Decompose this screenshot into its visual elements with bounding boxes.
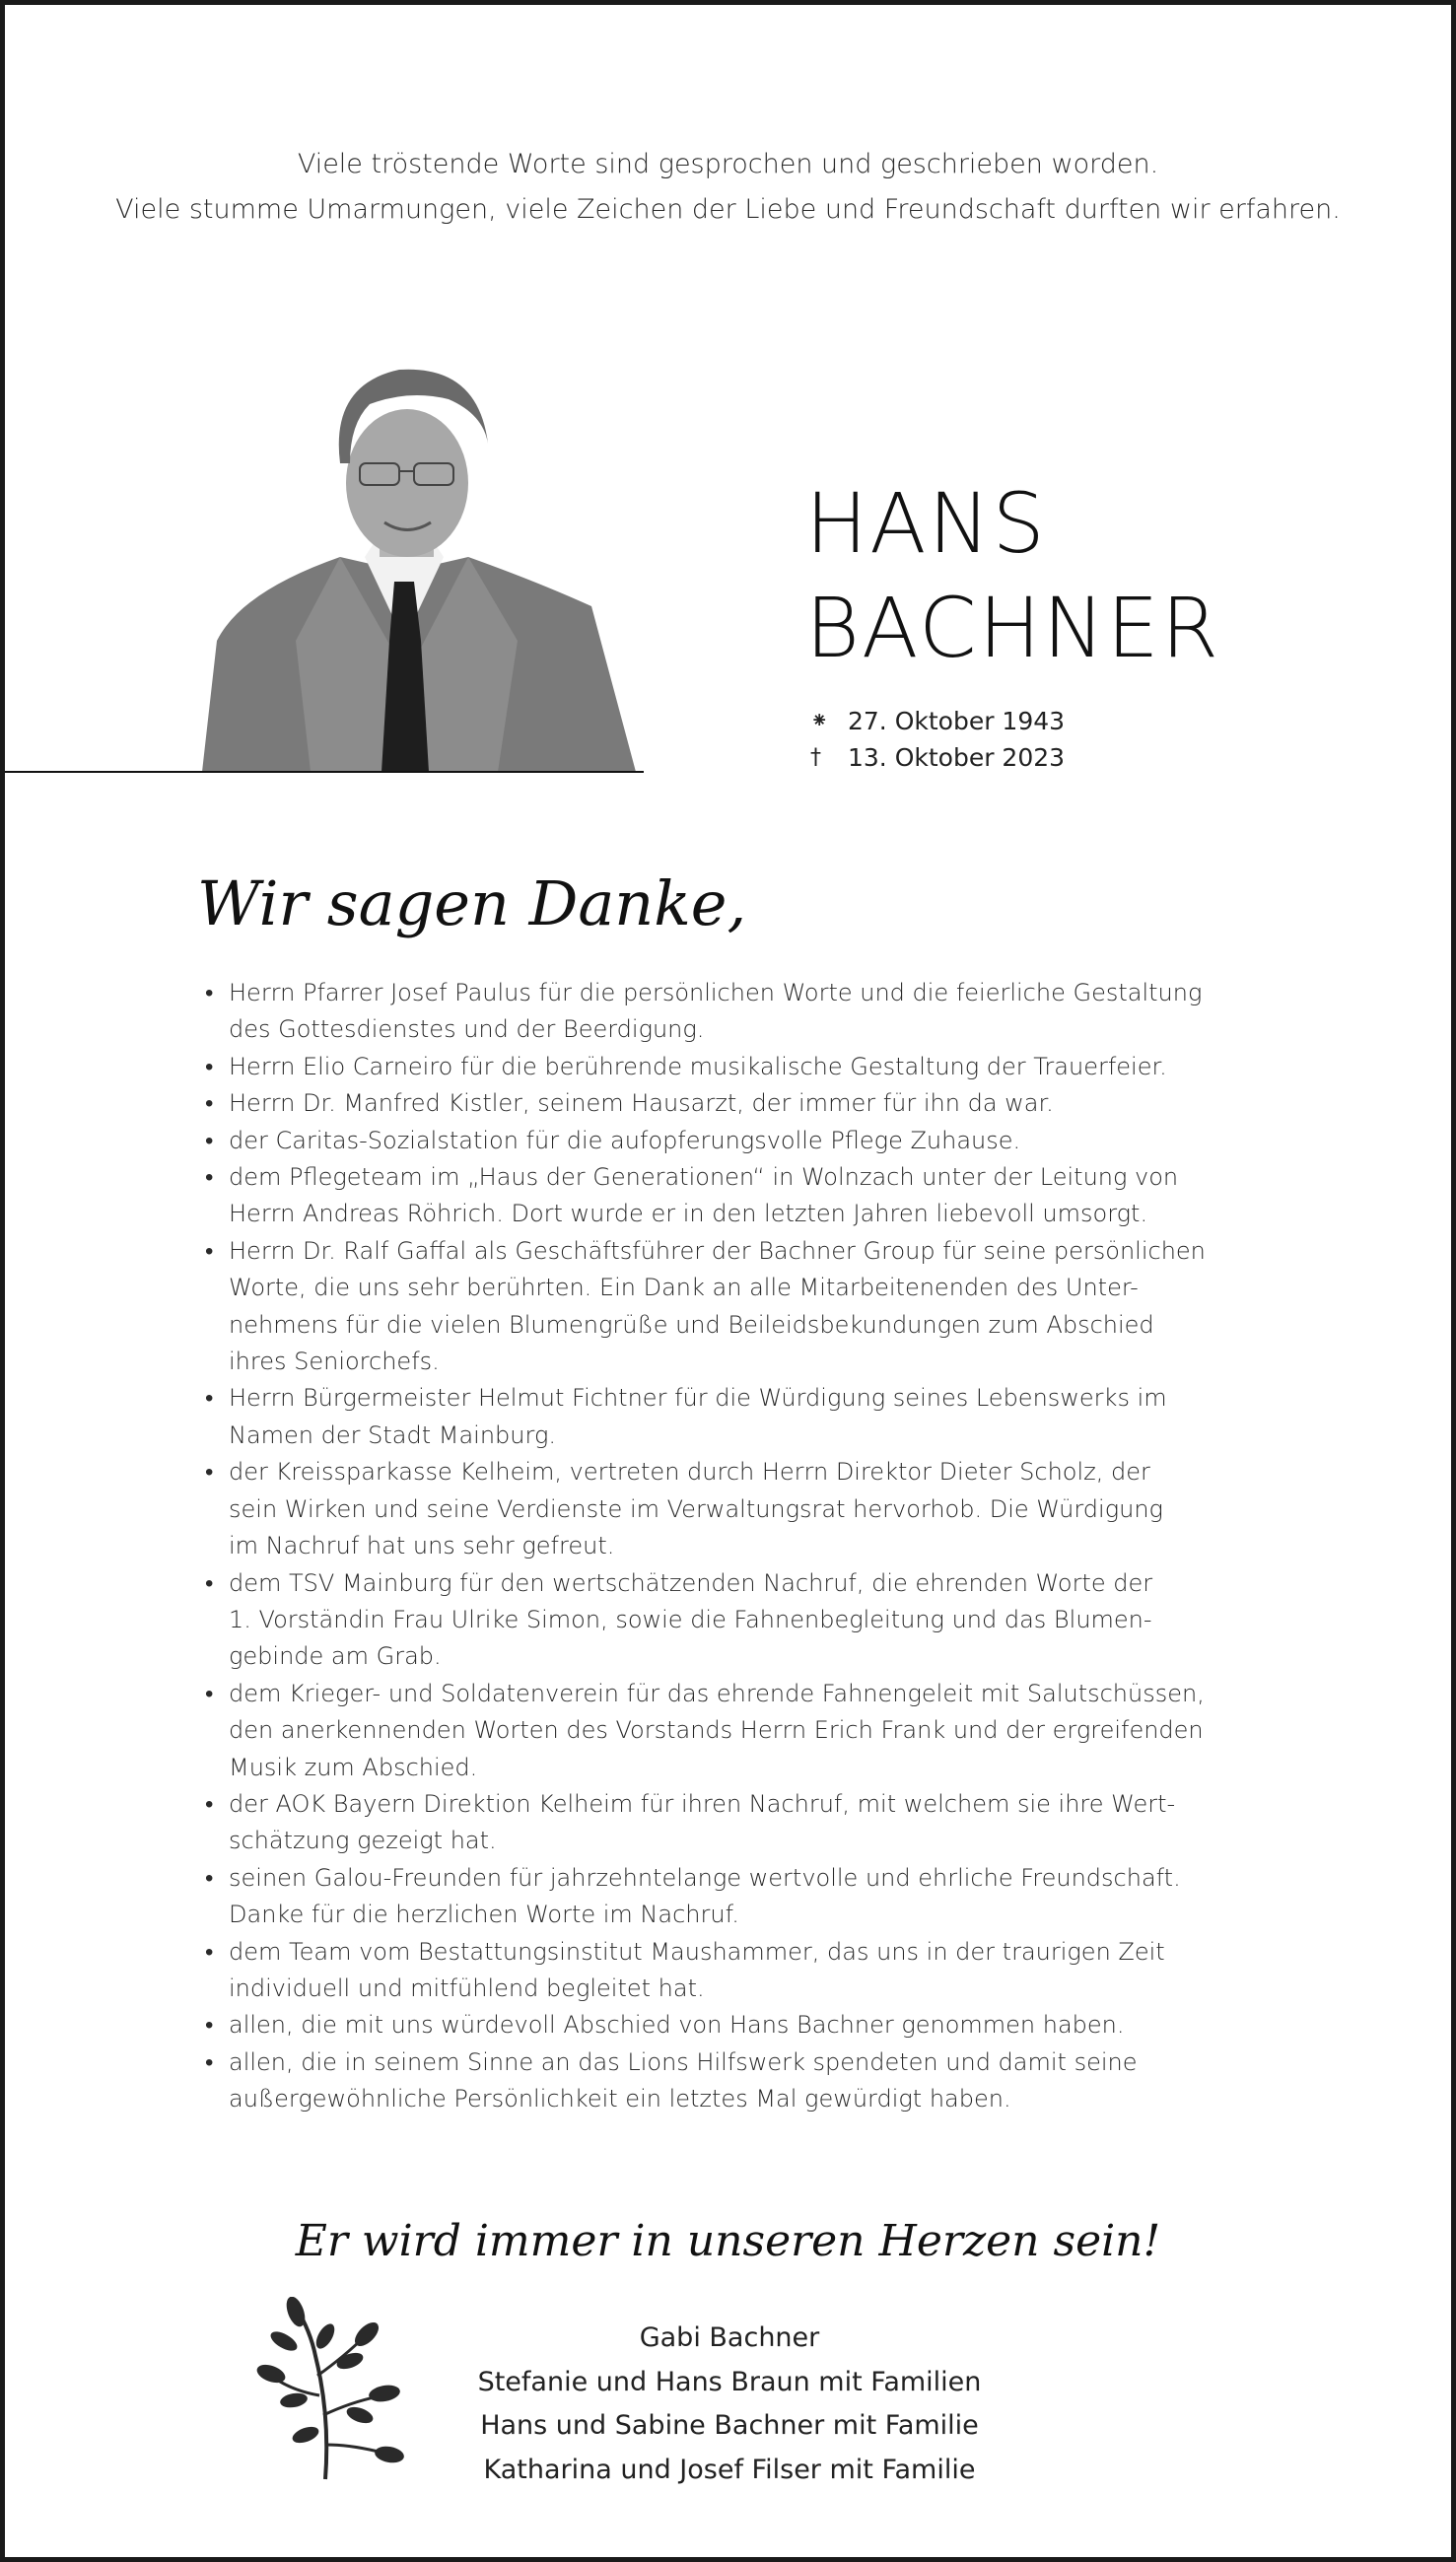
list-item-line: • Herrn Bürgermeister Helmut Fichtner für die Würdigung seines Lebenswerks im: [229, 1384, 1167, 1413]
list-item: [205, 975, 1250, 1049]
list-item-line: 1. Vorständin Frau Ulrike Simon, sowie die Fahnenbegleitung und das Blumen-: [229, 1605, 1152, 1633]
list-item-line: des Gottesdienstes und der Beerdigung.: [229, 1015, 705, 1044]
death-row: [810, 739, 1065, 776]
deceased-name: [805, 471, 1220, 680]
list-item-line: • allen, die mit uns würdevoll Abschied von Hans Bachner genommen haben.: [229, 2011, 1125, 2040]
intro-line: Viele stumme Umarmungen, viele Zeichen der Liebe und Freundschaft durften wir erfahren.: [115, 194, 1341, 225]
list-item-line: gebinde am Grab.: [229, 1642, 442, 1671]
list-item-line: im Nachruf hat uns sehr gefreut.: [229, 1532, 615, 1560]
star-icon: ⁕: [810, 709, 829, 733]
thanks-list: [205, 975, 1250, 2118]
list-item-line: • der Caritas-Sozialstation für die aufopferungsvolle Pflege Zuhause.: [229, 1126, 1021, 1154]
list-item: [205, 1565, 1250, 1676]
list-item-line: den anerkennenden Worten des Vorstands Herrn Erich Frank und der ergreifenden: [229, 1716, 1204, 1745]
list-item-line: • dem Team vom Bestattungsinstitut Maushammer, das uns in der traurigen Zeit: [229, 1937, 1165, 1966]
list-item: [205, 1454, 1250, 1564]
family-line: Hans und Sabine Bachner mit Familie: [480, 2410, 979, 2442]
thanks-heading: Wir sagen Danke,: [197, 867, 747, 939]
birth-date: 27. Oktober 1943: [848, 707, 1066, 735]
list-item: [205, 1860, 1250, 1934]
list-item-line: • der Kreissparkasse Kelheim, vertreten durch Herrn Direktor Dieter Scholz, der: [229, 1458, 1150, 1487]
cross-icon: †: [810, 745, 821, 770]
list-item-line: • Herrn Pfarrer Josef Paulus für die persönlichen Worte und die feierliche Gestaltung: [229, 979, 1203, 1006]
list-item-line: Musik zum Abschied.: [229, 1753, 478, 1781]
list-item-line: • dem Pflegeteam im „Haus der Generationen“ in Wolnzach unter der Leitung von: [229, 1163, 1179, 1192]
list-item-line: • dem Krieger- und Soldatenverein für das ehrende Fahnengeleit mit Salutschüssen,: [229, 1679, 1205, 1707]
list-item-line: Namen der Stadt Mainburg.: [229, 1420, 556, 1449]
list-item: [205, 1123, 1250, 1159]
intro-line: Viele tröstende Worte sind gesprochen und geschrieben worden.: [297, 149, 1159, 179]
family-line: Gabi Bachner: [639, 2322, 820, 2353]
first-name: HANS: [805, 475, 1047, 572]
list-item-line: • Herrn Dr. Ralf Gaffal als Geschäftsführer der Bachner Group für seine persönlichen: [229, 1236, 1206, 1265]
list-item-line: Danke für die herzlichen Worte im Nachruf.: [229, 1901, 739, 1929]
list-item: [205, 1049, 1250, 1085]
list-item: [205, 1786, 1250, 1860]
list-item: [205, 1233, 1250, 1381]
list-item-line: Herrn Andreas Röhrich. Dort wurde er in den letzten Jahren liebevoll umsorgt.: [229, 1200, 1148, 1228]
list-item: [205, 2007, 1250, 2043]
list-item-line: • dem TSV Mainburg für den wertschätzenden Nachruf, die ehrenden Worte der: [229, 1568, 1153, 1597]
list-item: [205, 1676, 1250, 1786]
list-item: [205, 2044, 1250, 2118]
intro-text: [0, 142, 1456, 233]
family-signatures: [434, 2317, 1025, 2492]
birth-row: [810, 703, 1065, 739]
list-item-line: • seinen Galou-Freunden für jahrzehntelange wertvolle und ehrliche Freundschaft.: [229, 1863, 1181, 1892]
list-item: [205, 1159, 1250, 1233]
life-dates: [810, 703, 1065, 776]
death-date: 13. Oktober 2023: [848, 743, 1066, 772]
list-item-line: schätzung gezeigt hat.: [229, 1827, 497, 1855]
list-item: [205, 1934, 1250, 2008]
family-line: Katharina und Josef Filser mit Familie: [483, 2454, 976, 2485]
closing-line: Er wird immer in unseren Herzen sein!: [295, 2216, 1161, 2266]
divider-line: [5, 771, 644, 773]
list-item-line: ihres Seniorchefs.: [229, 1348, 440, 1376]
list-item-line: • Herrn Elio Carneiro für die berührende musikalische Gestaltung der Trauerfeier.: [229, 1052, 1167, 1080]
list-item-line: • Herrn Dr. Manfred Kistler, seinem Hausarzt, der immer für ihn da war.: [229, 1089, 1054, 1118]
family-line: Stefanie und Hans Braun mit Familien: [477, 2366, 982, 2397]
list-item-line: außergewöhnliche Persönlichkeit ein letztes Mal gewürdigt haben.: [229, 2085, 1011, 2113]
last-name: BACHNER: [805, 580, 1221, 676]
list-item: [205, 1085, 1250, 1122]
list-item-line: sein Wirken und seine Verdienste im Verwaltungsrat hervorhob. Die Würdigung: [229, 1494, 1163, 1523]
list-item-line: • allen, die in seinem Sinne an das Lions Hilfswerk spendeten und damit seine: [229, 2047, 1138, 2076]
list-item-line: nehmens für die vielen Blumengrüße und Beileidsbekundungen zum Abschied: [229, 1310, 1154, 1339]
list-item-line: individuell und mitfühlend begleitet hat.: [229, 1973, 705, 2002]
branch-icon: [256, 2297, 414, 2484]
list-item-line: • der AOK Bayern Direktion Kelheim für ihren Nachruf, mit welchem sie ihre Wert-: [229, 1789, 1176, 1818]
list-item-line: Worte, die uns sehr berührten. Ein Dank an alle Mitarbeitenenden des Unter-: [229, 1274, 1139, 1302]
list-item: [205, 1380, 1250, 1454]
portrait-photo: [202, 345, 646, 772]
